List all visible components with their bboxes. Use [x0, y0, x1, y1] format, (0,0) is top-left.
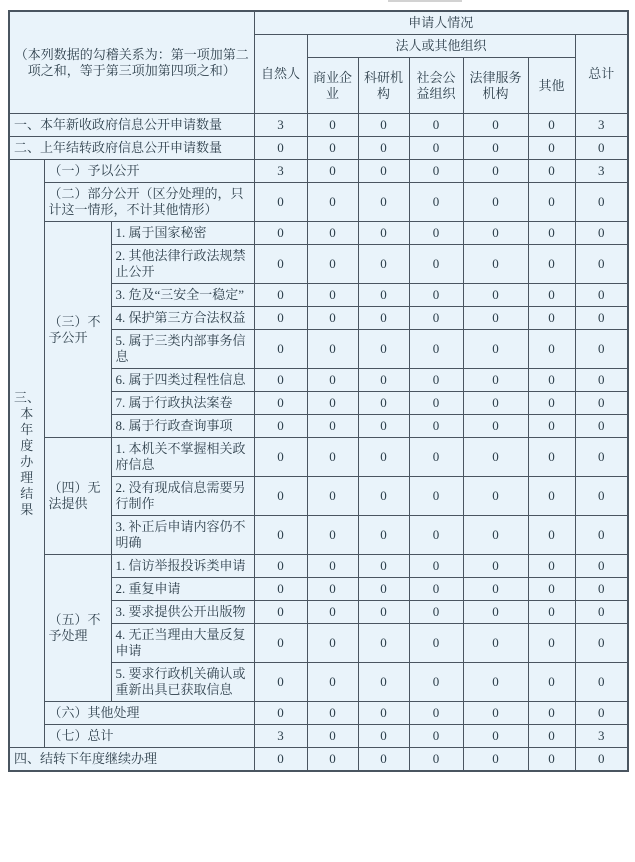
value-cell: 0	[254, 307, 307, 330]
value-cell: 0	[409, 578, 463, 601]
value-cell: 0	[463, 624, 528, 663]
value-cell: 0	[409, 438, 463, 477]
value-cell: 0	[254, 516, 307, 555]
value-cell: 0	[254, 415, 307, 438]
value-cell: 0	[358, 601, 409, 624]
value-cell: 0	[528, 137, 575, 160]
value-cell: 0	[409, 477, 463, 516]
value-cell: 0	[463, 555, 528, 578]
value-cell: 0	[463, 725, 528, 748]
value-cell: 0	[463, 245, 528, 284]
value-cell: 0	[463, 702, 528, 725]
value-cell: 0	[307, 137, 358, 160]
value-cell: 0	[358, 748, 409, 772]
value-cell: 0	[307, 284, 358, 307]
group-label-cell: （五）不予处理	[44, 555, 111, 702]
value-cell: 0	[575, 702, 628, 725]
value-cell: 0	[358, 307, 409, 330]
item-label-cell: 3. 补正后申请内容仍不明确	[111, 516, 254, 555]
table-row	[9, 222, 628, 245]
sub-row-label-cell: （六）其他处理	[44, 702, 254, 725]
table-row	[9, 160, 628, 183]
value-cell: 0	[307, 160, 358, 183]
table-row	[9, 725, 628, 748]
value-cell: 0	[358, 284, 409, 307]
value-cell: 0	[409, 330, 463, 369]
item-label-cell: 2. 没有现成信息需要另行制作	[111, 477, 254, 516]
value-cell: 0	[358, 369, 409, 392]
value-cell: 0	[254, 369, 307, 392]
value-cell: 0	[409, 415, 463, 438]
value-cell: 0	[528, 555, 575, 578]
table-row	[9, 555, 628, 578]
value-cell: 0	[463, 601, 528, 624]
value-cell: 0	[409, 601, 463, 624]
value-cell: 3	[575, 114, 628, 137]
value-cell: 0	[463, 137, 528, 160]
value-cell: 0	[358, 392, 409, 415]
value-cell: 3	[575, 725, 628, 748]
value-cell: 0	[528, 183, 575, 222]
item-label-cell: 1. 信访举报投诉类申请	[111, 555, 254, 578]
header-natural-person: 自然人	[254, 35, 307, 114]
value-cell: 0	[254, 284, 307, 307]
value-cell: 3	[254, 114, 307, 137]
item-label-cell: 2. 其他法律行政法规禁止公开	[111, 245, 254, 284]
value-cell: 3	[254, 725, 307, 748]
header-other-org: 其他	[528, 58, 575, 114]
value-cell: 0	[463, 284, 528, 307]
section-label-cell: 三、本年度办理结果	[9, 160, 44, 748]
value-cell: 0	[254, 702, 307, 725]
value-cell: 3	[575, 160, 628, 183]
value-cell: 0	[575, 555, 628, 578]
header-applicant-situation: 申请人情况	[254, 11, 628, 35]
value-cell: 0	[528, 245, 575, 284]
value-cell: 0	[358, 137, 409, 160]
header-legal-org: 法人或其他组织	[307, 35, 575, 58]
value-cell: 0	[409, 702, 463, 725]
value-cell: 0	[575, 438, 628, 477]
value-cell: 0	[409, 748, 463, 772]
value-cell: 0	[358, 725, 409, 748]
item-label-cell: 8. 属于行政查询事项	[111, 415, 254, 438]
value-cell: 0	[528, 624, 575, 663]
value-cell: 0	[575, 516, 628, 555]
value-cell: 0	[528, 725, 575, 748]
value-cell: 0	[307, 183, 358, 222]
value-cell: 0	[528, 392, 575, 415]
value-cell: 0	[409, 624, 463, 663]
value-cell: 0	[528, 114, 575, 137]
value-cell: 0	[358, 624, 409, 663]
value-cell: 0	[358, 183, 409, 222]
value-cell: 0	[307, 601, 358, 624]
value-cell: 0	[254, 183, 307, 222]
reconciliation-note: （本列数据的勾稽关系为：第一项加第二项之和，等于第三项加第四项之和）	[9, 11, 254, 114]
value-cell: 0	[358, 438, 409, 477]
item-label-cell: 5. 要求行政机关确认或重新出具已获取信息	[111, 663, 254, 702]
value-cell: 0	[307, 516, 358, 555]
value-cell: 0	[528, 748, 575, 772]
report-table-body	[9, 11, 628, 771]
value-cell: 0	[307, 369, 358, 392]
value-cell: 0	[358, 114, 409, 137]
value-cell: 0	[307, 307, 358, 330]
header-row-1	[9, 11, 628, 35]
gov-info-disclosure-table	[8, 10, 629, 772]
value-cell: 0	[463, 392, 528, 415]
item-label-cell: 2. 重复申请	[111, 578, 254, 601]
value-cell: 0	[463, 477, 528, 516]
value-cell: 0	[254, 438, 307, 477]
value-cell: 0	[528, 578, 575, 601]
value-cell: 0	[254, 578, 307, 601]
value-cell: 0	[358, 222, 409, 245]
value-cell: 0	[575, 137, 628, 160]
value-cell: 0	[254, 137, 307, 160]
value-cell: 0	[409, 516, 463, 555]
value-cell: 0	[307, 477, 358, 516]
value-cell: 0	[575, 663, 628, 702]
value-cell: 0	[307, 555, 358, 578]
value-cell: 0	[528, 702, 575, 725]
value-cell: 0	[307, 438, 358, 477]
value-cell: 0	[409, 183, 463, 222]
value-cell: 0	[254, 624, 307, 663]
value-cell: 0	[575, 369, 628, 392]
value-cell: 0	[409, 137, 463, 160]
value-cell: 0	[463, 114, 528, 137]
value-cell: 0	[575, 578, 628, 601]
value-cell: 0	[409, 114, 463, 137]
sub-row-label-cell: （七）总计	[44, 725, 254, 748]
table-row	[9, 114, 628, 137]
row-label-cell: 二、上年结转政府信息公开申请数量	[9, 137, 254, 160]
value-cell: 0	[307, 578, 358, 601]
value-cell: 0	[463, 160, 528, 183]
group-label-cell: （四）无法提供	[44, 438, 111, 555]
group-label-cell: （三）不予公开	[44, 222, 111, 438]
value-cell: 0	[409, 663, 463, 702]
value-cell: 0	[358, 702, 409, 725]
value-cell: 0	[463, 516, 528, 555]
value-cell: 0	[463, 748, 528, 772]
value-cell: 0	[254, 222, 307, 245]
item-label-cell: 3. 危及“三安全一稳定”	[111, 284, 254, 307]
value-cell: 0	[358, 578, 409, 601]
value-cell: 0	[528, 284, 575, 307]
value-cell: 0	[409, 725, 463, 748]
item-label-cell: 7. 属于行政执法案卷	[111, 392, 254, 415]
value-cell: 0	[575, 245, 628, 284]
value-cell: 0	[528, 477, 575, 516]
value-cell: 0	[254, 663, 307, 702]
value-cell: 0	[307, 392, 358, 415]
value-cell: 0	[409, 245, 463, 284]
item-label-cell: 5. 属于三类内部事务信息	[111, 330, 254, 369]
value-cell: 0	[307, 330, 358, 369]
value-cell: 0	[409, 555, 463, 578]
value-cell: 0	[358, 160, 409, 183]
value-cell: 0	[575, 415, 628, 438]
value-cell: 0	[307, 748, 358, 772]
table-row	[9, 702, 628, 725]
value-cell: 0	[307, 245, 358, 284]
value-cell: 0	[463, 578, 528, 601]
value-cell: 0	[463, 222, 528, 245]
value-cell: 0	[358, 555, 409, 578]
value-cell: 3	[254, 160, 307, 183]
value-cell: 0	[528, 516, 575, 555]
value-cell: 0	[254, 392, 307, 415]
value-cell: 0	[463, 663, 528, 702]
value-cell: 0	[463, 369, 528, 392]
sub-row-label-cell: （一）予以公开	[44, 160, 254, 183]
value-cell: 0	[358, 516, 409, 555]
value-cell: 0	[575, 284, 628, 307]
value-cell: 0	[409, 369, 463, 392]
value-cell: 0	[358, 477, 409, 516]
value-cell: 0	[307, 114, 358, 137]
top-crop-artifact	[388, 0, 462, 2]
row-label-cell: 一、本年新收政府信息公开申请数量	[9, 114, 254, 137]
value-cell: 0	[575, 624, 628, 663]
value-cell: 0	[575, 183, 628, 222]
item-label-cell: 3. 要求提供公开出版物	[111, 601, 254, 624]
value-cell: 0	[358, 415, 409, 438]
value-cell: 0	[575, 601, 628, 624]
table-row	[9, 137, 628, 160]
header-social-welfare-org: 社会公益组织	[409, 58, 463, 114]
value-cell: 0	[528, 415, 575, 438]
value-cell: 0	[528, 330, 575, 369]
value-cell: 0	[528, 307, 575, 330]
sub-row-label-cell: （二）部分公开（区分处理的，只计这一情形，不计其他情形）	[44, 183, 254, 222]
value-cell: 0	[528, 222, 575, 245]
value-cell: 0	[463, 415, 528, 438]
value-cell: 0	[575, 222, 628, 245]
value-cell: 0	[254, 601, 307, 624]
value-cell: 0	[254, 330, 307, 369]
value-cell: 0	[409, 284, 463, 307]
value-cell: 0	[307, 222, 358, 245]
value-cell: 0	[463, 438, 528, 477]
value-cell: 0	[575, 307, 628, 330]
value-cell: 0	[528, 663, 575, 702]
header-research-institution: 科研机构	[358, 58, 409, 114]
header-legal-service-org: 法律服务机构	[463, 58, 528, 114]
value-cell: 0	[307, 663, 358, 702]
value-cell: 0	[528, 601, 575, 624]
value-cell: 0	[528, 160, 575, 183]
value-cell: 0	[254, 245, 307, 284]
value-cell: 0	[575, 477, 628, 516]
item-label-cell: 6. 属于四类过程性信息	[111, 369, 254, 392]
value-cell: 0	[463, 183, 528, 222]
value-cell: 0	[307, 415, 358, 438]
value-cell: 0	[307, 624, 358, 663]
table-row	[9, 183, 628, 222]
value-cell: 0	[528, 369, 575, 392]
value-cell: 0	[528, 438, 575, 477]
header-commercial-enterprise: 商业企业	[307, 58, 358, 114]
table-row	[9, 748, 628, 772]
value-cell: 0	[575, 392, 628, 415]
value-cell: 0	[307, 702, 358, 725]
value-cell: 0	[254, 555, 307, 578]
value-cell: 0	[358, 663, 409, 702]
row-label-cell: 四、结转下年度继续办理	[9, 748, 254, 772]
value-cell: 0	[409, 222, 463, 245]
value-cell: 0	[409, 307, 463, 330]
value-cell: 0	[254, 477, 307, 516]
value-cell: 0	[575, 748, 628, 772]
header-total: 总计	[575, 35, 628, 114]
value-cell: 0	[307, 725, 358, 748]
value-cell: 0	[254, 748, 307, 772]
value-cell: 0	[409, 392, 463, 415]
item-label-cell: 4. 保护第三方合法权益	[111, 307, 254, 330]
item-label-cell: 1. 本机关不掌握相关政府信息	[111, 438, 254, 477]
table-row	[9, 438, 628, 477]
value-cell: 0	[575, 330, 628, 369]
value-cell: 0	[409, 160, 463, 183]
value-cell: 0	[463, 307, 528, 330]
item-label-cell: 4. 无正当理由大量反复申请	[111, 624, 254, 663]
value-cell: 0	[358, 330, 409, 369]
value-cell: 0	[358, 245, 409, 284]
item-label-cell: 1. 属于国家秘密	[111, 222, 254, 245]
value-cell: 0	[463, 330, 528, 369]
